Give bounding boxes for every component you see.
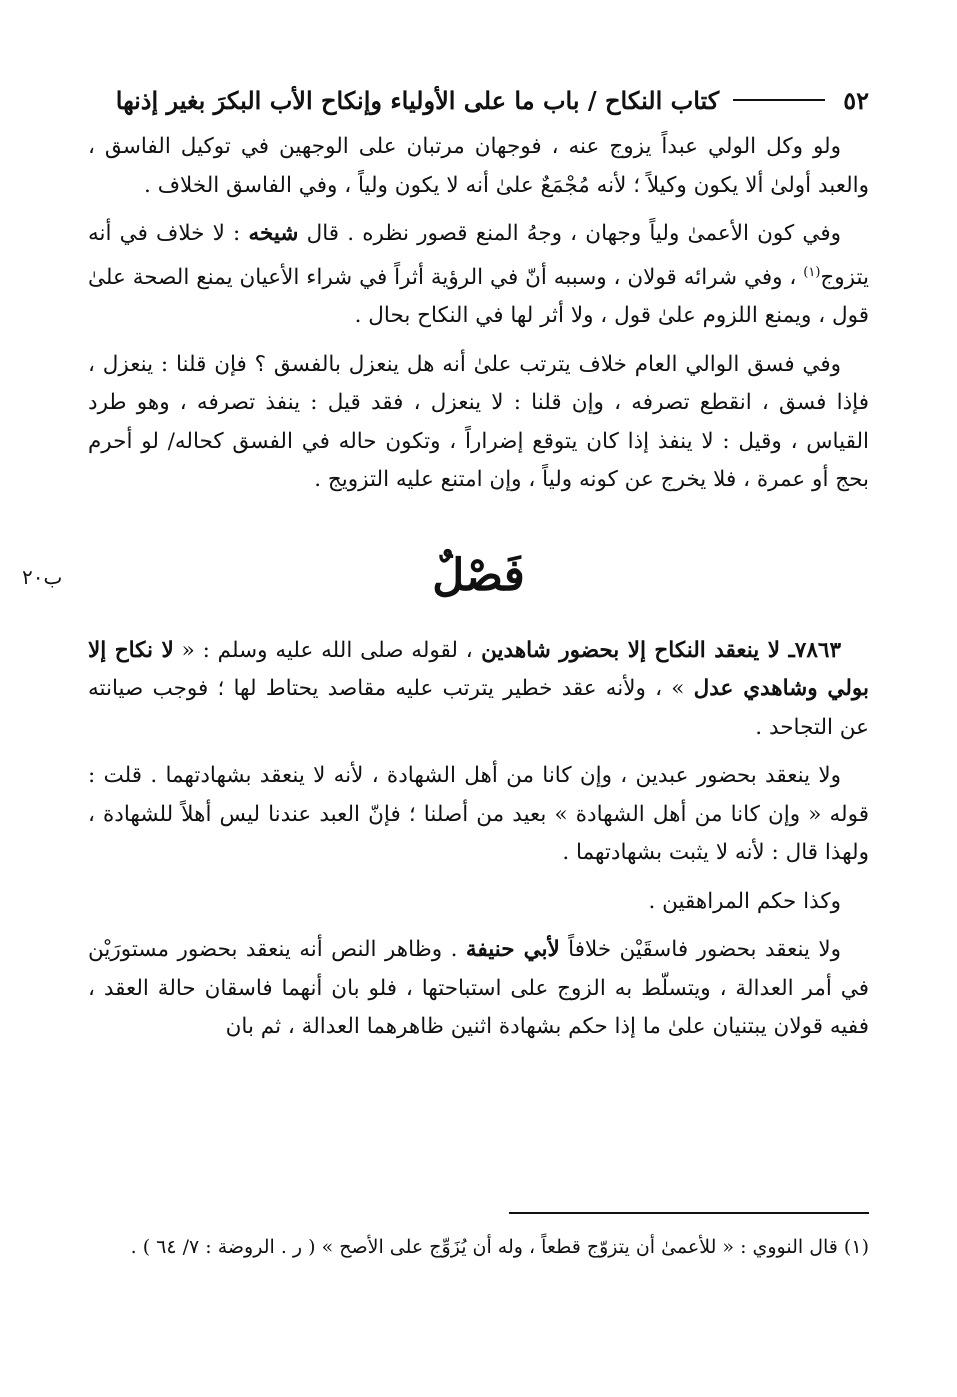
- main-text: [88, 128, 869, 1057]
- page-number: ٥٢: [843, 85, 869, 115]
- paragraph-1: ولو وكل الولي عبداً يزوج عنه ، فوجهان مرتبان على الوجهين في توكيل الفاسق ، والعبد أولىٰ ألا يكون وكيلاً ؛ لأنه مُجْمَعٌ علىٰ أنه لا يكون ولياً ، وفي الفاسق الخلاف .: [88, 134, 869, 198]
- paragraph-7: [88, 931, 869, 1047]
- footnote-rule: [509, 1212, 869, 1214]
- paragraph-6: وكذا حكم المراهقين .: [648, 888, 841, 914]
- paragraph-4: [88, 632, 869, 748]
- footnote-ref[interactable]: (١): [803, 264, 821, 280]
- paragraph-3: وفي فسق الوالي العام خلاف يترتب علىٰ أنه هل ينعزل بالفسق ؟ فإن قلنا : ينعزل ، فإذا فسق ، انقطع تصرفه ، وإن قلنا : لا ينعزل ، فقد قيل : ينفذ تصرفه ، وهو طرد القياس ، وقيل : لا ينفذ إذا كان يتوقع إضراراً ، وتكون حاله في الفسق كحاله/ لو أحرم بحج أو عمرة ، فلا يخرج عن كونه ولياً ، وإن امتنع عليه التزويج .: [88, 351, 869, 493]
- footnote: [88, 1230, 869, 1264]
- text-run: : لا خلاف في أنه يتزوج: [88, 221, 869, 290]
- paragraph-5: ولا ينعقد بحضور عبدين ، وإن كانا من أهل الشهادة ، لأنه لا ينعقد بشهادتهما . قلت : قوله « وإن كانا من أهل الشهادة » بعيد من أصلنا ؛ فإنّ العبد عندنا ليس أهلاً للشهادة ، ولهذا قال : لأنه لا يثبت بشهادتهما .: [88, 763, 869, 866]
- issue-number: ٧٨٦٣ـ: [788, 637, 841, 663]
- text-run: ، لقوله صلى الله عليه وسلم : «: [173, 637, 473, 663]
- text-run: ، وفي شرائه قولان ، وسببه أنّ في الرؤية أثراً في شراء الأعيان يمنع الصحة علىٰ قول ، ويمنع اللزوم علىٰ قول ، ولا أثر لها في النكاح بحال .: [88, 264, 869, 329]
- text-run: وفي كون الأعمىٰ ولياً وجهان ، وجهُ المنع قصور نظره . قال: [298, 221, 842, 246]
- running-title: كتاب النكاح / باب ما على الأولياء وإنكاح الأب البكرَ بغير إذنها: [115, 85, 720, 115]
- text-run: . وظاهر النص أنه ينعقد بحضور مستورَيْن في أمر العدالة ، ويتسلّط به الزوج على استباحتها ، فلو بان أنهما فاسقان حالة العقد ، ففيه قولان يبتنيان علىٰ ما إذا حكم بشهادة اثنين ظاهرهما العدالة ، ثم بان: [88, 937, 869, 1040]
- bold-name: لأبي حنيفة: [465, 937, 560, 963]
- footnote-1: (١) قال النووي : « للأعمىٰ أن يتزوّج قطعاً ، وله أن يُزَوِّج على الأصح » ( ر . الروضة : ٧/ ٦٤ ) .: [130, 1236, 869, 1258]
- running-header: [88, 78, 869, 122]
- bold-name: شيخه: [248, 221, 299, 246]
- paragraph-2: [88, 215, 869, 336]
- manuscript-folio-note: ب٢٠: [22, 565, 63, 589]
- bold-text: لا ينعقد النكاح إلا بحضور شاهدين: [472, 637, 789, 663]
- header-rule: [733, 99, 825, 101]
- text-run: ولا ينعقد بحضور فاسقَيْن خلافاً: [559, 937, 842, 963]
- section-title: فَصْلٌ: [432, 549, 525, 601]
- text-run: » ، ولأنه عقد خطير يترتب عليه مقاصد يحتاط لها ؛ فوجب صيانته عن التجاحد .: [88, 676, 869, 740]
- hadith-quote: لا نكاح إلا بولي وشاهدي عدل: [88, 637, 869, 702]
